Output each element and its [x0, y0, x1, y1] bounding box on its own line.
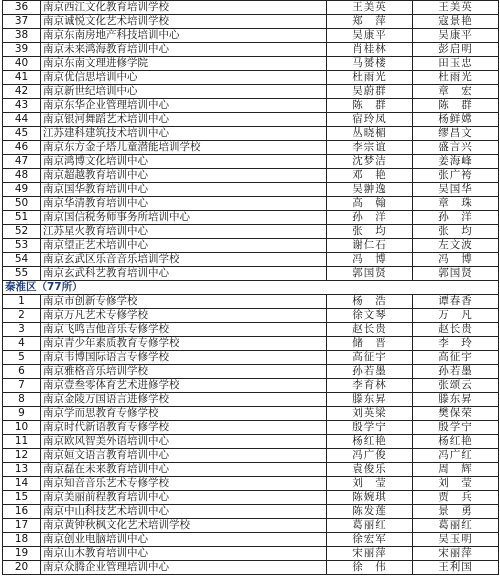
table-row: [3, 435, 499, 449]
principal-name: 吴玉明: [413, 533, 499, 547]
principal-name: 吴康平: [413, 29, 499, 43]
table-row: [3, 337, 499, 351]
row-number: 4: [3, 337, 41, 351]
row-number: 52: [3, 225, 41, 239]
row-number: 37: [3, 15, 41, 29]
table-row: [3, 533, 499, 547]
row-number: 42: [3, 85, 41, 99]
school-name: 南京欧风智美外语培训中心: [41, 435, 327, 449]
table-row: [3, 169, 499, 183]
legal-representative: 陈发莲: [327, 505, 413, 519]
school-name: 南京黄钟秋枫文化艺术培训学校: [41, 519, 327, 533]
principal-name: 杜雨光: [413, 71, 499, 85]
table-row: [3, 57, 499, 71]
principal-name: 田玉忠: [413, 57, 499, 71]
row-number: 40: [3, 57, 41, 71]
row-number: 36: [3, 1, 41, 15]
legal-representative: 李育林: [327, 379, 413, 393]
table-row: [3, 393, 499, 407]
row-number: 51: [3, 211, 41, 225]
legal-representative: 吴康平: [327, 29, 413, 43]
school-name: 南京山木教育培训中心: [41, 547, 327, 561]
row-number: 17: [3, 519, 41, 533]
principal-name: 景 勇: [413, 505, 499, 519]
table-row: [3, 183, 499, 197]
school-name: 南京国华教育培训中心: [41, 183, 327, 197]
table-row: [3, 15, 499, 29]
legal-representative: 徐 伟: [327, 561, 413, 575]
legal-representative: 张 均: [327, 225, 413, 239]
legal-representative: 王美英: [327, 1, 413, 15]
row-number: 8: [3, 393, 41, 407]
row-number: 41: [3, 71, 41, 85]
principal-name: 葛丽红: [413, 519, 499, 533]
table-row: [3, 155, 499, 169]
school-name: 南京众腾企业管理培训中心: [41, 561, 327, 575]
principal-name: 张 均: [413, 225, 499, 239]
legal-representative: 李宗谊: [327, 141, 413, 155]
row-number: 10: [3, 421, 41, 435]
legal-representative: 高征宇: [327, 351, 413, 365]
table-row: [3, 239, 499, 253]
table-row: [3, 211, 499, 225]
row-number: 47: [3, 155, 41, 169]
school-name: 南京磊在未来教育培训中心: [41, 463, 327, 477]
school-name: 南京新世纪培训中心: [41, 85, 327, 99]
table-row: [3, 449, 499, 463]
table-row: [3, 505, 499, 519]
legal-representative: 杜雨光: [327, 71, 413, 85]
row-number: 5: [3, 351, 41, 365]
legal-representative: 滕东昇: [327, 393, 413, 407]
table-row: [3, 379, 499, 393]
table-row: [3, 71, 499, 85]
legal-representative: 马赟楼: [327, 57, 413, 71]
row-number: 12: [3, 449, 41, 463]
table-row: [3, 519, 499, 533]
table-row: [3, 547, 499, 561]
principal-name: 章 宏: [413, 85, 499, 99]
school-name: 南京知音音乐艺术专修学校: [41, 477, 327, 491]
principal-name: 寇景艳: [413, 15, 499, 29]
row-number: 48: [3, 169, 41, 183]
school-name: 南京雅格音乐培训学校: [41, 365, 327, 379]
principal-name: 贾 兵: [413, 491, 499, 505]
school-name: 南京玄武区乐音音乐培训学校: [41, 253, 327, 267]
table-row: [3, 85, 499, 99]
legal-representative: 杨 浩: [327, 295, 413, 309]
row-number: 20: [3, 561, 41, 575]
legal-representative: 赵长贵: [327, 323, 413, 337]
school-name: 江苏建科建筑技术培训中心: [41, 127, 327, 141]
school-name: 南京望正艺术培训中心: [41, 239, 327, 253]
principal-name: 孙若墨: [413, 365, 499, 379]
principal-name: 孙 洋: [413, 211, 499, 225]
school-name: 南京壹叁零体育艺术进修学校: [41, 379, 327, 393]
legal-representative: 宋丽萍: [327, 547, 413, 561]
school-name: 南京飞鸣吉他音乐专修学校: [41, 323, 327, 337]
legal-representative: 徐文琴: [327, 309, 413, 323]
table-row: [3, 127, 499, 141]
legal-representative: 沈梦洁: [327, 155, 413, 169]
school-name: 南京华清教育培训中心: [41, 197, 327, 211]
row-number: 38: [3, 29, 41, 43]
principal-name: 谭春香: [413, 295, 499, 309]
legal-representative: 高 翰: [327, 197, 413, 211]
school-name: 南京市创新专修学校: [41, 295, 327, 309]
principal-name: 张广袴: [413, 169, 499, 183]
legal-representative: 郭国贤: [327, 267, 413, 281]
school-name: 南京青少年素质教育专修学校: [41, 337, 327, 351]
legal-representative: 袁俊乐: [327, 463, 413, 477]
school-name: 南京金陵万国语言进修学校: [41, 393, 327, 407]
table-row: [3, 477, 499, 491]
principal-name: 万 凡: [413, 309, 499, 323]
principal-name: 陈 群: [413, 99, 499, 113]
school-name: 南京优信思培训中心: [41, 71, 327, 85]
legal-representative: 宿玲凤: [327, 113, 413, 127]
district-heading: 秦淮区（77所）: [3, 281, 499, 295]
row-number: 39: [3, 43, 41, 57]
school-name: 南京东南房地产科技培训中心: [41, 29, 327, 43]
school-name: 南京西江文化教育培训学校: [41, 1, 327, 15]
table-row: [3, 267, 499, 281]
row-number: 16: [3, 505, 41, 519]
school-name: 南京时代新语教育专修学校: [41, 421, 327, 435]
principal-name: 冯 博: [413, 253, 499, 267]
row-number: 54: [3, 253, 41, 267]
principal-name: 张颂云: [413, 379, 499, 393]
school-name: 南京东南文理进修学院: [41, 57, 327, 71]
table-row: [3, 1, 499, 15]
table-row: [3, 323, 499, 337]
roster-body: [3, 1, 499, 575]
legal-representative: 刘英梁: [327, 407, 413, 421]
school-name: 南京诚悦文化艺术培训学校: [41, 15, 327, 29]
legal-representative: 陈婉琪: [327, 491, 413, 505]
principal-name: 滕东昇: [413, 393, 499, 407]
principal-name: 吴国华: [413, 183, 499, 197]
school-name: 南京美丽前程教育培训中心: [41, 491, 327, 505]
row-number: 14: [3, 477, 41, 491]
principal-name: 宋丽萍: [413, 547, 499, 561]
principal-name: 左文波: [413, 239, 499, 253]
row-number: 2: [3, 309, 41, 323]
table-row: [3, 309, 499, 323]
principal-name: 刘 莹: [413, 477, 499, 491]
school-name: 南京姮文语言教育培训中心: [41, 449, 327, 463]
school-name: 南京万凡艺术专修学校: [41, 309, 327, 323]
table-row: [3, 561, 499, 575]
legal-representative: 殷学宁: [327, 421, 413, 435]
legal-representative: 吴翀逸: [327, 183, 413, 197]
row-number: 11: [3, 435, 41, 449]
principal-name: 高征宇: [413, 351, 499, 365]
row-number: 50: [3, 197, 41, 211]
legal-representative: 吴蔚群: [327, 85, 413, 99]
principal-name: 姜海峰: [413, 155, 499, 169]
principal-name: 王利国: [413, 561, 499, 575]
principal-name: 冯广红: [413, 449, 499, 463]
table-row: [3, 365, 499, 379]
principal-name: 王美英: [413, 1, 499, 15]
row-number: 6: [3, 365, 41, 379]
table-row: [3, 141, 499, 155]
legal-representative: 郑 萍: [327, 15, 413, 29]
row-number: 7: [3, 379, 41, 393]
row-number: 3: [3, 323, 41, 337]
table-row: [3, 351, 499, 365]
legal-representative: 冯广俊: [327, 449, 413, 463]
legal-representative: 杨红艳: [327, 435, 413, 449]
school-name: 南京国信税务师事务所培训中心: [41, 211, 327, 225]
legal-representative: 孙若墨: [327, 365, 413, 379]
principal-name: 周 辉: [413, 463, 499, 477]
school-name: 南京东华企业管理培训中心: [41, 99, 327, 113]
principal-name: 赵长贵: [413, 323, 499, 337]
legal-representative: 孙 洋: [327, 211, 413, 225]
table-row: [3, 43, 499, 57]
principal-name: 彭启明: [413, 43, 499, 57]
legal-representative: 冯 博: [327, 253, 413, 267]
principal-name: 章 珠: [413, 197, 499, 211]
school-name: 江苏星火教育培训中心: [41, 225, 327, 239]
school-name: 南京玄武科艺教育培训中心: [41, 267, 327, 281]
row-number: 18: [3, 533, 41, 547]
legal-representative: 徐宏军: [327, 533, 413, 547]
legal-representative: 储 晋: [327, 337, 413, 351]
principal-name: 杨红艳: [413, 435, 499, 449]
row-number: 19: [3, 547, 41, 561]
principal-name: 李 玲: [413, 337, 499, 351]
table-row: [3, 407, 499, 421]
legal-representative: 刘 莹: [327, 477, 413, 491]
legal-representative: 邓 艳: [327, 169, 413, 183]
school-name: 南京未来鸿海教育培训中心: [41, 43, 327, 57]
table-row: [3, 113, 499, 127]
table-row: [3, 197, 499, 211]
row-number: 43: [3, 99, 41, 113]
table-row: [3, 421, 499, 435]
principal-name: 樊保荣: [413, 407, 499, 421]
school-roster-table: [2, 0, 499, 575]
row-number: 15: [3, 491, 41, 505]
principal-name: 盛言兴: [413, 141, 499, 155]
school-name: 南京中山科技艺术培训中心: [41, 505, 327, 519]
school-name: 南京鸿博文化培训中心: [41, 155, 327, 169]
school-name: 南京学而思教育专修学校: [41, 407, 327, 421]
row-number: 53: [3, 239, 41, 253]
row-number: 13: [3, 463, 41, 477]
school-name: 南京东方金子塔儿童潜能培训学校: [41, 141, 327, 155]
table-row: [3, 29, 499, 43]
table-row: [3, 99, 499, 113]
school-name: 南京银河舞蹈艺术培训中心: [41, 113, 327, 127]
legal-representative: 谢仁石: [327, 239, 413, 253]
row-number: 46: [3, 141, 41, 155]
row-number: 55: [3, 267, 41, 281]
principal-name: 杨鲜嫦: [413, 113, 499, 127]
legal-representative: 丛晓楣: [327, 127, 413, 141]
table-row: [3, 253, 499, 267]
legal-representative: 肖桂林: [327, 43, 413, 57]
table-row: [3, 225, 499, 239]
table-row: [3, 295, 499, 309]
principal-name: 缪昌文: [413, 127, 499, 141]
table-row: [3, 491, 499, 505]
principal-name: 殷学宁: [413, 421, 499, 435]
school-name: 南京超越教育培训中心: [41, 169, 327, 183]
school-name: 南京韦博国际语言专修学校: [41, 351, 327, 365]
school-name: 南京创业电脑培训中心: [41, 533, 327, 547]
legal-representative: 葛丽红: [327, 519, 413, 533]
row-number: 45: [3, 127, 41, 141]
row-number: 1: [3, 295, 41, 309]
row-number: 49: [3, 183, 41, 197]
district-heading-row: [3, 281, 499, 295]
row-number: 9: [3, 407, 41, 421]
principal-name: 郭国贤: [413, 267, 499, 281]
table-row: [3, 463, 499, 477]
row-number: 44: [3, 113, 41, 127]
legal-representative: 陈 群: [327, 99, 413, 113]
